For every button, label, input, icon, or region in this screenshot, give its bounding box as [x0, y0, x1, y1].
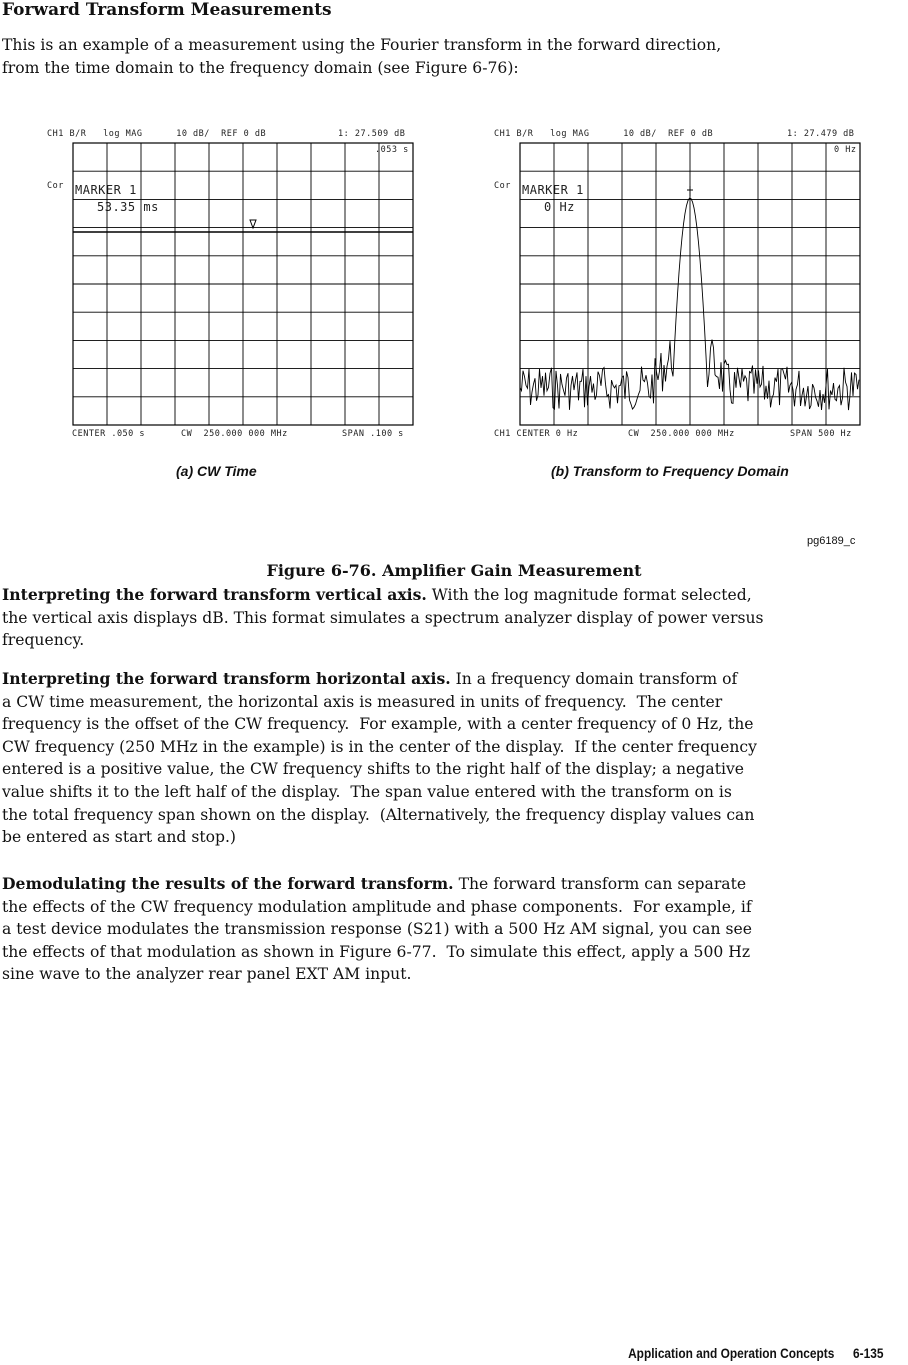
right-footer-cw: CW 250.000 000 MHz [628, 429, 735, 439]
left-graticule [60, 138, 420, 430]
paragraph-line: sine wave to the analyzer rear panel EXT AM input. [2, 965, 412, 984]
paragraph-demodulating [2, 873, 752, 986]
right-marker-value: 0 Hz [544, 200, 575, 214]
left-marker-label: MARKER 1 [75, 183, 137, 197]
left-caption: (a) CW Time [176, 463, 257, 479]
left-footer-cw: CW 250.000 000 MHz [181, 429, 288, 439]
paragraph-line: entered is a positive value, the CW frequency shifts to the right half of the display; a negative [2, 760, 744, 779]
paragraph-lead: Interpreting the forward transform horizontal axis. [2, 669, 451, 688]
right-caption: (b) Transform to Frequency Domain [551, 463, 789, 479]
paragraph-line: the effects of the CW frequency modulation amplitude and phase components. For example, if [2, 897, 752, 916]
figure-title: Figure 6-76. Amplifier Gain Measurement [266, 561, 642, 580]
intro-line-2: from the time domain to the frequency domain (see Figure 6-76): [2, 59, 519, 77]
right-cor-label: Cor [494, 181, 511, 191]
paragraph-horizontal-axis [2, 668, 757, 849]
left-header: CH1 B/R log MAG 10 dB/ REF 0 dB [47, 129, 267, 139]
figure-id: pg6189_c [807, 535, 856, 547]
right-marker-label: MARKER 1 [522, 183, 584, 197]
right-header: CH1 B/R log MAG 10 dB/ REF 0 dB [494, 129, 714, 139]
left-marker-value: 53.35 ms [97, 200, 159, 214]
paragraph-line: the effects of that modulation as shown in Figure 6-77. To simulate this effect, apply a 500 Hz [2, 942, 751, 961]
trace-line [520, 198, 859, 410]
paragraph-line: With the log magnitude format selected, [426, 586, 752, 604]
paragraph-line: be entered as start and stop.) [2, 828, 237, 847]
right-graticule [508, 138, 868, 430]
right-footer-center: CH1 CENTER 0 Hz [494, 429, 579, 439]
paragraph-line: The forward transform can separate [453, 875, 747, 893]
footer-page-number: 6-135 [852, 1345, 883, 1361]
paragraph-vertical-axis [2, 584, 764, 652]
footer-section: Application and Operation Concepts [627, 1345, 834, 1361]
right-corner-value: 0 Hz [834, 145, 857, 155]
right-footer-span: SPAN 500 Hz [790, 429, 852, 439]
paragraph-line: value shifts it to the left half of the display. The span value entered with the transform on is [2, 782, 732, 801]
paragraph-line: frequency. [2, 631, 85, 650]
left-footer-center: CENTER .050 s [72, 429, 146, 439]
left-corner-value: .053 s [375, 145, 409, 155]
paragraph-line: the vertical axis displays dB. This format simulates a spectrum analyzer display of power versus [2, 608, 764, 627]
paragraph-line: a test device modulates the transmission response (S21) with a 500 Hz AM signal, you can see [2, 920, 752, 939]
paragraph-lead: Demodulating the results of the forward transform. [2, 874, 454, 893]
intro-line-1: This is an example of a measurement using the Fourier transform in the forward direction, [2, 36, 722, 54]
marker-icon [250, 220, 256, 228]
left-footer-span: SPAN .100 s [342, 429, 404, 439]
right-marker-readout: 1: 27.479 dB [787, 129, 855, 139]
paragraph-line: CW frequency (250 MHz in the example) is in the center of the display. If the center frequency [2, 737, 757, 756]
marker-icon [687, 186, 693, 196]
paragraph-line: In a frequency domain transform of [450, 670, 738, 688]
paragraph-line: the total frequency span shown on the display. (Alternatively, the frequency display values can [2, 805, 755, 824]
left-cor-label: Cor [47, 181, 64, 191]
page-footer [609, 1345, 883, 1361]
paragraph-lead: Interpreting the forward transform vertical axis. [2, 585, 427, 604]
left-marker-readout: 1: 27.509 dB [338, 129, 406, 139]
paragraph-line: a CW time measurement, the horizontal axis is measured in units of frequency. The center [2, 692, 723, 711]
section-heading: Forward Transform Measurements [2, 0, 332, 20]
paragraph-line: frequency is the offset of the CW frequency. For example, with a center frequency of 0 Hz, the [2, 715, 754, 734]
